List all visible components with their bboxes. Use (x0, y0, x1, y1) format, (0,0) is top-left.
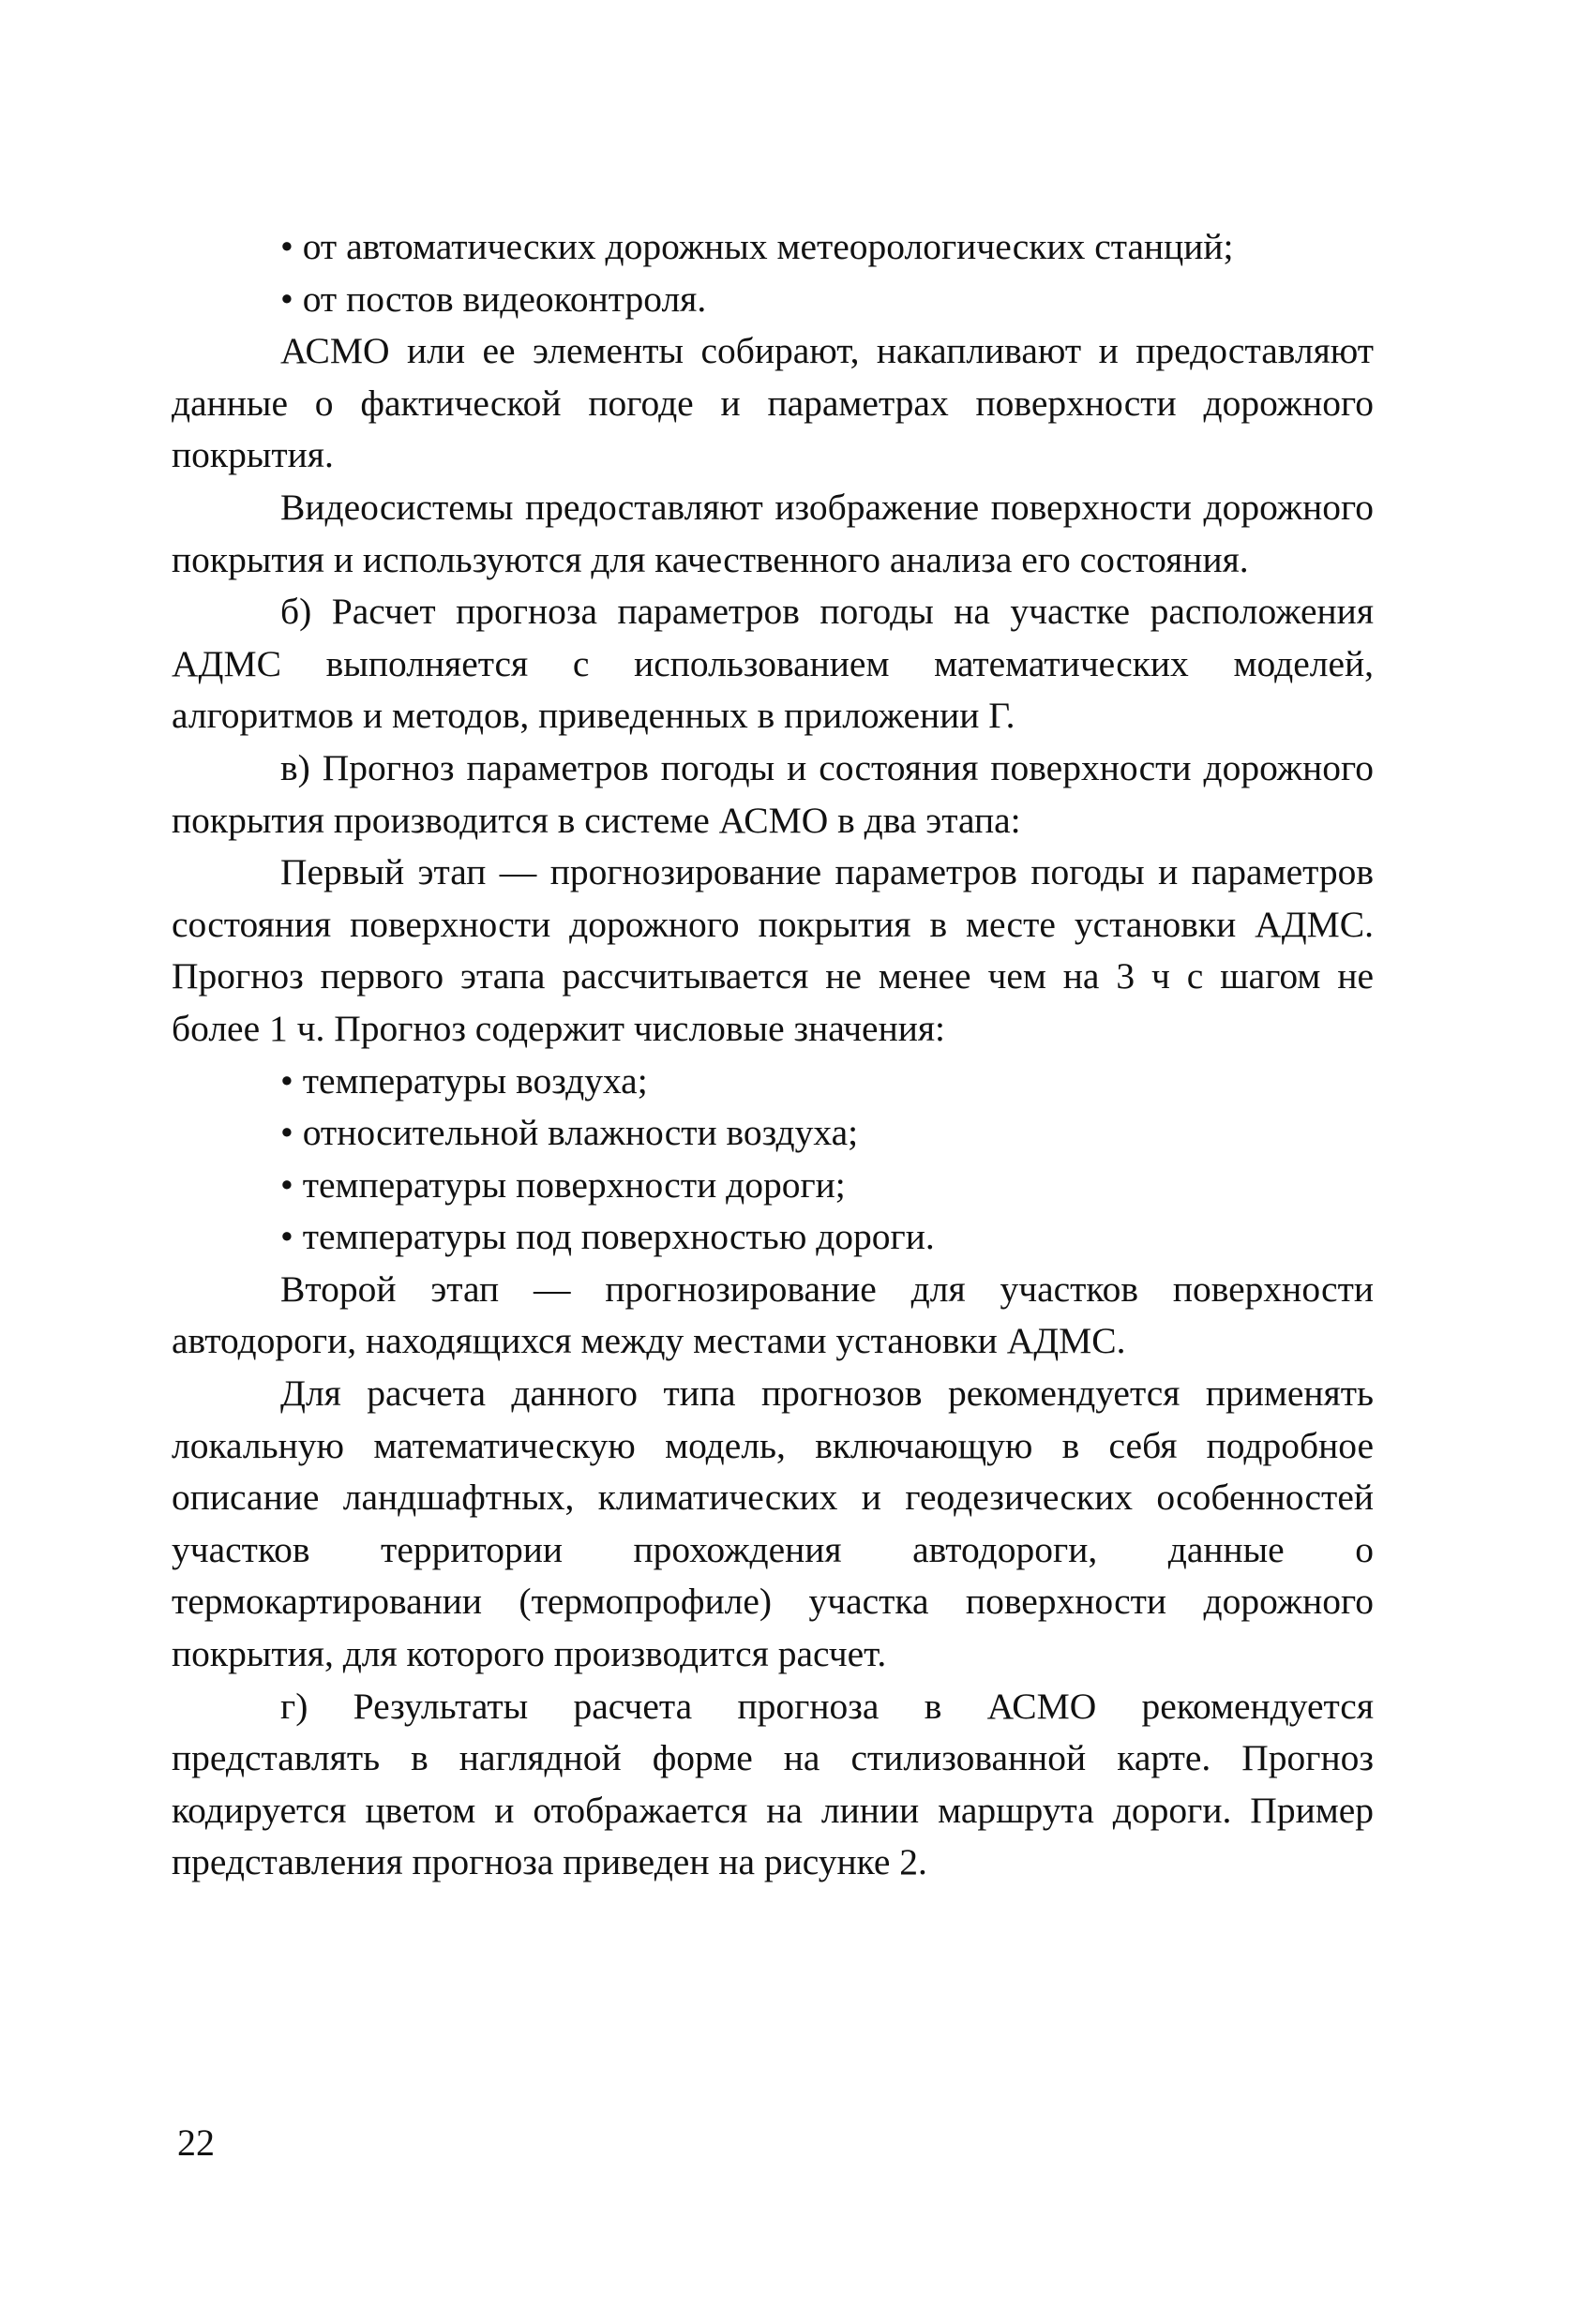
bullet-item: • от постов видеоконтроля. (280, 277, 707, 320)
paragraph: Видеосистемы предоставляют изображение поверхности дорожного покрытия и используются для качественного анализа его состояния. (172, 486, 1374, 580)
paragraph: АСМО или ее элементы собирают, накапливают и предоставляют данные о фактической погоде и параметрах поверхности дорожного покрытия. (172, 330, 1374, 476)
paragraph: Для расчета данного типа прогнозов рекомендуется применять локальную математическую модель, включающую в себя подробное описание ландшафтных, климатических и геодезических особенностей участков территории прохождения автодороги, данные о термокартировании (термопрофиле) участка поверхности дорожного покрытия, для которого производится расчет. (172, 1372, 1374, 1675)
paragraph: Первый этап — прогнозирование параметров погоды и параметров состояния поверхности дорожного покрытия в месте установки АДМС. Прогноз первого этапа рассчитывается не менее чем на 3 ч с шагом не более 1 ч. Прогноз содержит числовые значения: (172, 851, 1374, 1049)
bullet-item: • от автоматических дорожных метеорологических станций; (280, 226, 1234, 267)
paragraph: Второй этап — прогнозирование для участков поверхности автодороги, находящихся между местами установки АДМС. (172, 1267, 1374, 1362)
body-text (172, 221, 1374, 1889)
paragraph: г) Результаты расчета прогноза в АСМО рекомендуется представлять в наглядной форме на стилизованной карте. Прогноз кодируется цветом и отображается на линии маршрута дороги. Пример представления прогноза приведен на рисунке 2. (172, 1685, 1374, 1883)
bullet-item: • относительной влажности воздуха; (280, 1112, 859, 1154)
bullet-item: • температуры под поверхностью дороги. (280, 1216, 935, 1258)
paragraph: в) Прогноз параметров погоды и состояния поверхности дорожного покрытия производится в системе АСМО в два этапа: (172, 746, 1374, 841)
paragraph: б) Расчет прогноза параметров погоды на участке расположения АДМС выполняется с использованием математических моделей, алгоритмов и методов, приведенных в приложении Г. (172, 591, 1374, 737)
bullet-item: • температуры поверхности дороги; (280, 1163, 846, 1206)
page-number: 22 (177, 2122, 215, 2164)
bullet-item: • температуры воздуха; (280, 1059, 648, 1102)
